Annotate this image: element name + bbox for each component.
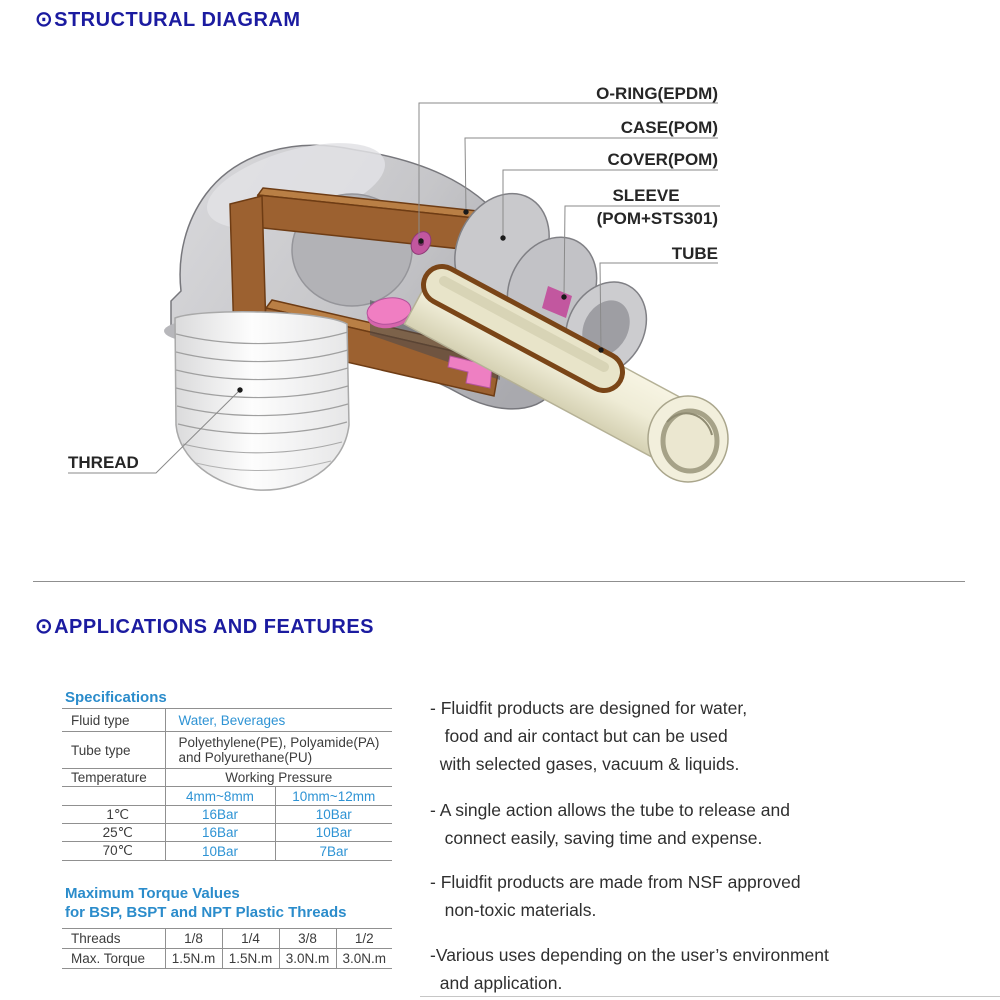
table-cell: Tube type — [62, 732, 165, 769]
table-cell: 1/8 — [165, 929, 222, 949]
feature-item: -Various uses depending on the user’s environment and application. — [430, 945, 829, 993]
table-cell: 10mm~12mm — [275, 787, 392, 806]
table-row — [62, 769, 392, 787]
table-cell: 10Bar — [165, 842, 275, 861]
table-cell: 1℃ — [62, 806, 165, 824]
table-cell: 1.5N.m — [165, 949, 222, 969]
table-row — [62, 806, 392, 824]
tube-type-line1: Polyethylene(PE), Polyamide(PA) — [178, 735, 380, 750]
feature-item: - A single action allows the tube to release and connect easily, saving time and expense. — [430, 800, 790, 848]
table-cell: 25℃ — [62, 824, 165, 842]
table-cell: Working Pressure — [165, 769, 392, 787]
table-cell: 3/8 — [279, 929, 336, 949]
table-row — [62, 787, 392, 806]
label-o-ring: O-RING(EPDM) — [596, 84, 718, 103]
table-row — [62, 842, 392, 861]
label-thread: THREAD — [68, 453, 139, 472]
table-cell: Fluid type — [62, 709, 165, 732]
applications-features-title: ⊙APPLICATIONS AND FEATURES — [35, 615, 375, 638]
circled-dot-icon: ⊙ — [35, 615, 54, 638]
table-cell — [62, 787, 165, 806]
table-row — [62, 929, 392, 949]
label-sleeve-line1: SLEEVE — [612, 186, 680, 205]
table-cell: 16Bar — [165, 806, 275, 824]
table-row — [62, 732, 392, 769]
table-cell: 10Bar — [275, 806, 392, 824]
table-cell: 3.0N.m — [279, 949, 336, 969]
table-cell: 1/2 — [336, 929, 392, 949]
circled-dot-icon: ⊙ — [35, 8, 54, 31]
table-cell: 70℃ — [62, 842, 165, 861]
table-cell: 7Bar — [275, 842, 392, 861]
table-cell: Water, Beverages — [165, 709, 392, 732]
thread-stem — [175, 312, 349, 490]
label-case: CASE(POM) — [620, 118, 718, 137]
spec-table — [62, 708, 392, 861]
table-cell: Temperature — [62, 769, 165, 787]
feature-item: - Fluidfit products are designed for water, food and air contact but can be used with selected gases, vacuum & liquids. — [430, 698, 748, 774]
table-cell: Threads — [62, 929, 165, 949]
structural-diagram-title: ⊙STRUCTURAL DIAGRAM — [35, 8, 301, 31]
torque-table-title: Maximum Torque Values for BSP, BSPT and NPT Plastic Threads — [65, 885, 347, 921]
table-row — [62, 824, 392, 842]
tube-type-line2: and Polyurethane(PU) — [178, 750, 313, 765]
label-cover: COVER(POM) — [607, 150, 718, 169]
bottom-rule — [420, 996, 1000, 997]
table-cell: 16Bar — [165, 824, 275, 842]
table-cell — [165, 732, 392, 769]
table-row — [62, 709, 392, 732]
table-row — [62, 949, 392, 969]
table-cell: 1.5N.m — [222, 949, 279, 969]
table-cell: 3.0N.m — [336, 949, 392, 969]
section-divider — [33, 581, 965, 582]
table-cell: 10Bar — [275, 824, 392, 842]
table-cell: 1/4 — [222, 929, 279, 949]
feature-item: - Fluidfit products are made from NSF approved non-toxic materials. — [430, 872, 801, 920]
label-sleeve-line2: (POM+STS301) — [596, 209, 718, 228]
spec-table-title: Specifications — [65, 689, 167, 706]
table-cell: Max. Torque — [62, 949, 165, 969]
label-tube: TUBE — [671, 244, 718, 263]
torque-table — [62, 928, 392, 969]
table-cell: 4mm~8mm — [165, 787, 275, 806]
tube-bore — [663, 411, 717, 471]
